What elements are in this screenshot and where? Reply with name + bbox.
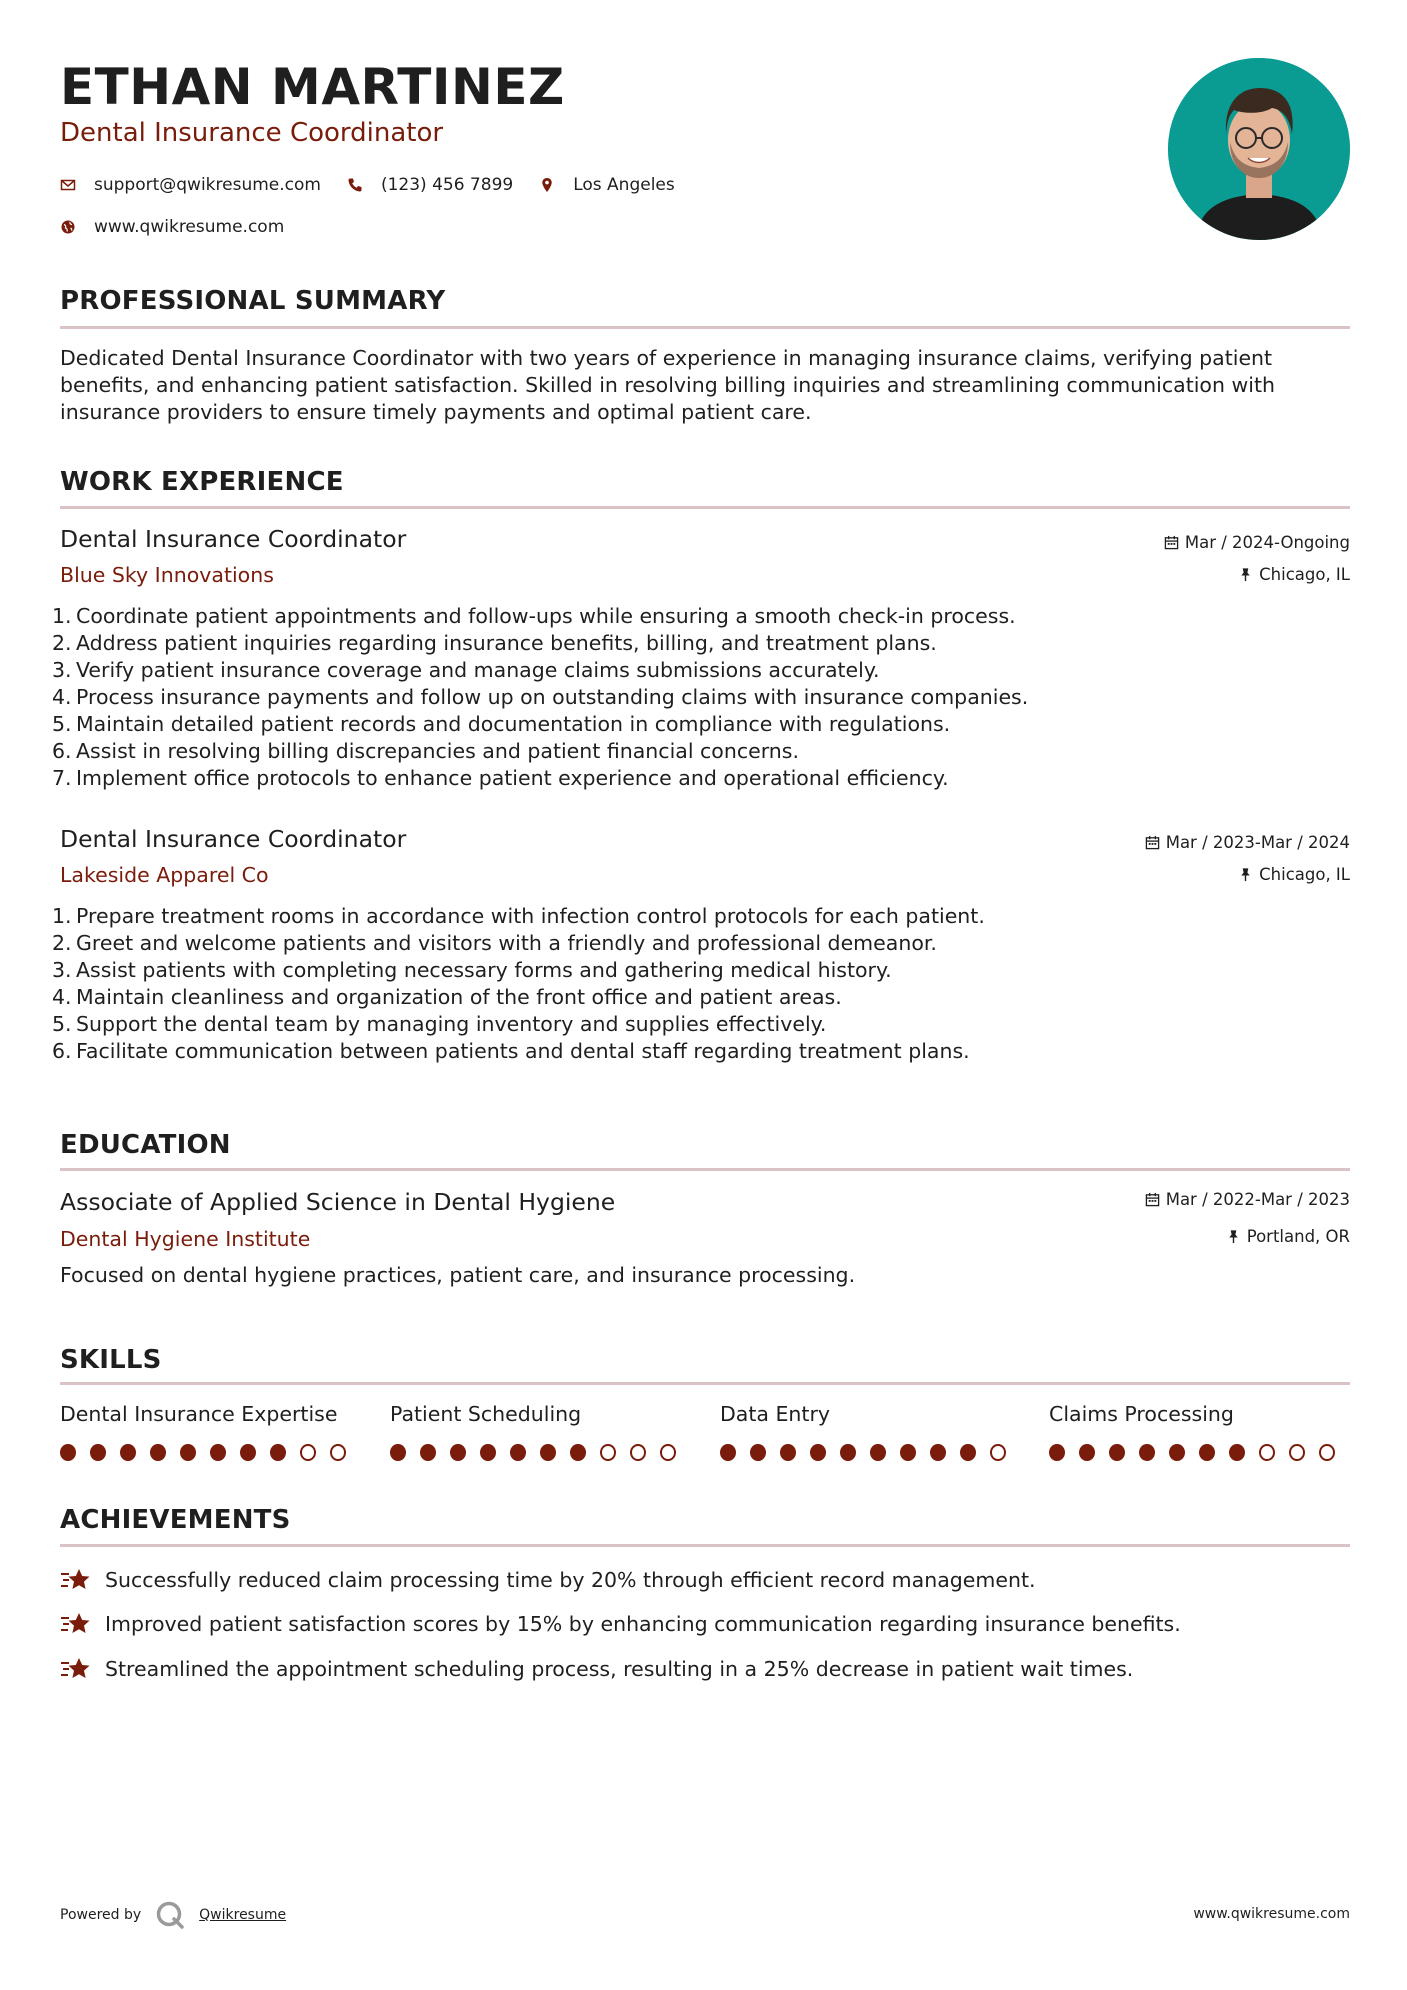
section-divider <box>60 326 1350 329</box>
rating-dot-filled <box>870 1444 886 1461</box>
website-text: www.qwikresume.com <box>94 217 285 237</box>
section-divider <box>60 1168 1350 1171</box>
calendar-icon <box>1164 535 1179 550</box>
school-name: Dental Hygiene Institute <box>60 1227 311 1251</box>
summary-text <box>60 345 1350 426</box>
calendar-icon <box>1145 1192 1160 1207</box>
job-responsibilities <box>52 603 1252 792</box>
job-dates <box>1145 833 1350 852</box>
avatar-illustration <box>1168 58 1350 240</box>
rating-dot-filled <box>840 1444 856 1461</box>
candidate-role: Dental Insurance Coordinator <box>60 118 444 148</box>
contact-row-1 <box>60 172 701 198</box>
section-divider <box>60 1544 1350 1547</box>
achievements-heading: ACHIEVEMENTS <box>60 1505 291 1535</box>
rating-dot-empty <box>1319 1444 1335 1461</box>
star-badge-icon <box>60 1566 92 1594</box>
achievement-text: Successfully reduced claim processing time by 20% through efficient record management. <box>105 1568 1036 1592</box>
skill-rating <box>60 1444 360 1461</box>
rating-dot-empty <box>1289 1444 1305 1461</box>
skill-item <box>390 1402 690 1461</box>
summary-heading: PROFESSIONAL SUMMARY <box>60 286 446 316</box>
rating-dot-filled <box>810 1444 826 1461</box>
achievement-item <box>60 1655 1133 1683</box>
qwikresume-link[interactable]: Qwikresume <box>199 1907 287 1923</box>
rating-dot-filled <box>180 1444 196 1461</box>
summary-line: insurance providers to ensure timely payments and optimal patient care. <box>60 400 812 424</box>
calendar-icon <box>1145 835 1160 850</box>
rating-dot-filled <box>60 1444 76 1461</box>
skill-name: Claims Processing <box>1049 1402 1234 1426</box>
skills-heading: SKILLS <box>60 1345 162 1375</box>
summary-line: benefits, and enhancing patient satisfaction. Skilled in resolving billing inquiries and streamlining communication with <box>60 373 1275 397</box>
rating-dot-empty <box>330 1444 346 1461</box>
rating-dot-filled <box>570 1444 586 1461</box>
list-item: 2. Address patient inquiries regarding insurance benefits, billing, and treatment plans. <box>52 631 937 655</box>
list-item: 1. Coordinate patient appointments and follow-ups while ensuring a smooth check-in process. <box>52 604 1016 628</box>
footer-powered-by <box>60 1900 286 1930</box>
footer-website-link[interactable]: www.qwikresume.com <box>1193 1906 1350 1922</box>
job-dates-text: Mar / 2024-Ongoing <box>1184 533 1350 552</box>
phone-icon <box>347 177 363 193</box>
map-pin-icon <box>539 177 555 193</box>
list-item: 4. Process insurance payments and follow up on outstanding claims with insurance companies. <box>52 685 1029 709</box>
education-location <box>1226 1227 1350 1246</box>
location-text: Los Angeles <box>573 175 675 195</box>
rating-dot-filled <box>240 1444 256 1461</box>
achievement-item <box>60 1610 1181 1638</box>
rating-dot-filled <box>930 1444 946 1461</box>
envelope-icon <box>60 177 76 193</box>
rating-dot-filled <box>1079 1444 1095 1461</box>
pushpin-icon <box>1238 567 1253 582</box>
rating-dot-filled <box>390 1444 406 1461</box>
list-item: 3. Assist patients with completing necessary forms and gathering medical history. <box>52 958 892 982</box>
rating-dot-filled <box>750 1444 766 1461</box>
phone-contact[interactable] <box>347 175 513 195</box>
rating-dot-empty <box>990 1444 1006 1461</box>
education-heading: EDUCATION <box>60 1130 231 1160</box>
pushpin-icon <box>1226 1229 1241 1244</box>
rating-dot-empty <box>630 1444 646 1461</box>
list-item: 6. Facilitate communication between patients and dental staff regarding treatment plans. <box>52 1039 970 1063</box>
job-location-text: Chicago, IL <box>1259 565 1350 584</box>
achievement-item <box>60 1566 1036 1594</box>
skill-rating <box>1049 1444 1349 1461</box>
contact-info <box>60 172 701 256</box>
job-title: Dental Insurance Coordinator <box>60 525 407 553</box>
rating-dot-filled <box>1109 1444 1125 1461</box>
rating-dot-filled <box>1199 1444 1215 1461</box>
rating-dot-filled <box>1169 1444 1185 1461</box>
rating-dot-filled <box>900 1444 916 1461</box>
degree-title: Associate of Applied Science in Dental Hygiene <box>60 1188 616 1216</box>
contact-row-2 <box>60 214 701 240</box>
powered-by-label: Powered by <box>60 1907 142 1923</box>
email-text: support@qwikresume.com <box>94 175 321 195</box>
education-location-text: Portland, OR <box>1246 1227 1350 1246</box>
candidate-name: ETHAN MARTINEZ <box>60 58 565 116</box>
skill-rating <box>720 1444 1020 1461</box>
skill-item <box>60 1402 360 1461</box>
rating-dot-filled <box>270 1444 286 1461</box>
skill-name: Dental Insurance Expertise <box>60 1402 338 1426</box>
website-contact[interactable] <box>60 217 284 237</box>
pushpin-icon <box>1238 867 1253 882</box>
skill-name: Patient Scheduling <box>390 1402 582 1426</box>
profile-photo <box>1168 58 1350 240</box>
job-location <box>1238 565 1350 584</box>
rating-dot-filled <box>420 1444 436 1461</box>
rating-dot-filled <box>960 1444 976 1461</box>
phone-text: (123) 456 7899 <box>380 175 514 195</box>
rating-dot-empty <box>660 1444 676 1461</box>
list-item: 5. Support the dental team by managing inventory and supplies effectively. <box>52 1012 827 1036</box>
rating-dot-filled <box>720 1444 736 1461</box>
list-item: 2. Greet and welcome patients and visitors with a friendly and professional demeanor. <box>52 931 937 955</box>
star-badge-icon <box>60 1655 92 1683</box>
job-responsibilities <box>52 903 1252 1065</box>
skill-item <box>1049 1402 1349 1461</box>
summary-line: Dedicated Dental Insurance Coordinator with two years of experience in managing insurance claims, verifying patient <box>60 346 1273 370</box>
education-description: Focused on dental hygiene practices, patient care, and insurance processing. <box>60 1263 856 1287</box>
rating-dot-filled <box>90 1444 106 1461</box>
rating-dot-empty <box>600 1444 616 1461</box>
job-title: Dental Insurance Coordinator <box>60 825 407 853</box>
rating-dot-filled <box>450 1444 466 1461</box>
qwikresume-logo-icon <box>155 1900 185 1930</box>
skill-rating <box>390 1444 690 1461</box>
job-location <box>1238 865 1350 884</box>
star-badge-icon <box>60 1610 92 1638</box>
globe-icon <box>60 219 76 235</box>
location-contact <box>539 175 675 195</box>
rating-dot-filled <box>1229 1444 1245 1461</box>
list-item: 3. Verify patient insurance coverage and manage claims submissions accurately. <box>52 658 880 682</box>
experience-heading: WORK EXPERIENCE <box>60 467 344 497</box>
rating-dot-filled <box>1139 1444 1155 1461</box>
rating-dot-empty <box>1259 1444 1275 1461</box>
section-divider <box>60 506 1350 509</box>
job-company: Blue Sky Innovations <box>60 563 274 587</box>
achievement-text: Streamlined the appointment scheduling process, resulting in a 25% decrease in patient wait times. <box>105 1657 1134 1681</box>
job-dates-text: Mar / 2023-Mar / 2024 <box>1165 833 1350 852</box>
skill-item <box>720 1402 1020 1461</box>
job-company: Lakeside Apparel Co <box>60 863 269 887</box>
rating-dot-filled <box>150 1444 166 1461</box>
rating-dot-filled <box>480 1444 496 1461</box>
rating-dot-filled <box>780 1444 796 1461</box>
education-dates <box>1145 1190 1350 1209</box>
rating-dot-filled <box>510 1444 526 1461</box>
email-contact[interactable] <box>60 175 321 195</box>
rating-dot-empty <box>300 1444 316 1461</box>
rating-dot-filled <box>540 1444 556 1461</box>
job-location-text: Chicago, IL <box>1259 865 1350 884</box>
list-item: 1. Prepare treatment rooms in accordance with infection control protocols for each patient. <box>52 904 985 928</box>
rating-dot-filled <box>120 1444 136 1461</box>
list-item: 7. Implement office protocols to enhance patient experience and operational efficiency. <box>52 766 949 790</box>
list-item: 6. Assist in resolving billing discrepancies and patient financial concerns. <box>52 739 799 763</box>
education-dates-text: Mar / 2022-Mar / 2023 <box>1165 1190 1350 1209</box>
skill-name: Data Entry <box>720 1402 831 1426</box>
job-dates <box>1164 533 1350 552</box>
section-divider <box>60 1382 1350 1385</box>
rating-dot-filled <box>210 1444 226 1461</box>
achievement-text: Improved patient satisfaction scores by 15% by enhancing communication regarding insurance benefits. <box>105 1612 1181 1636</box>
list-item: 4. Maintain cleanliness and organization of the front office and patient areas. <box>52 985 842 1009</box>
rating-dot-filled <box>1049 1444 1065 1461</box>
list-item: 5. Maintain detailed patient records and documentation in compliance with regulations. <box>52 712 951 736</box>
